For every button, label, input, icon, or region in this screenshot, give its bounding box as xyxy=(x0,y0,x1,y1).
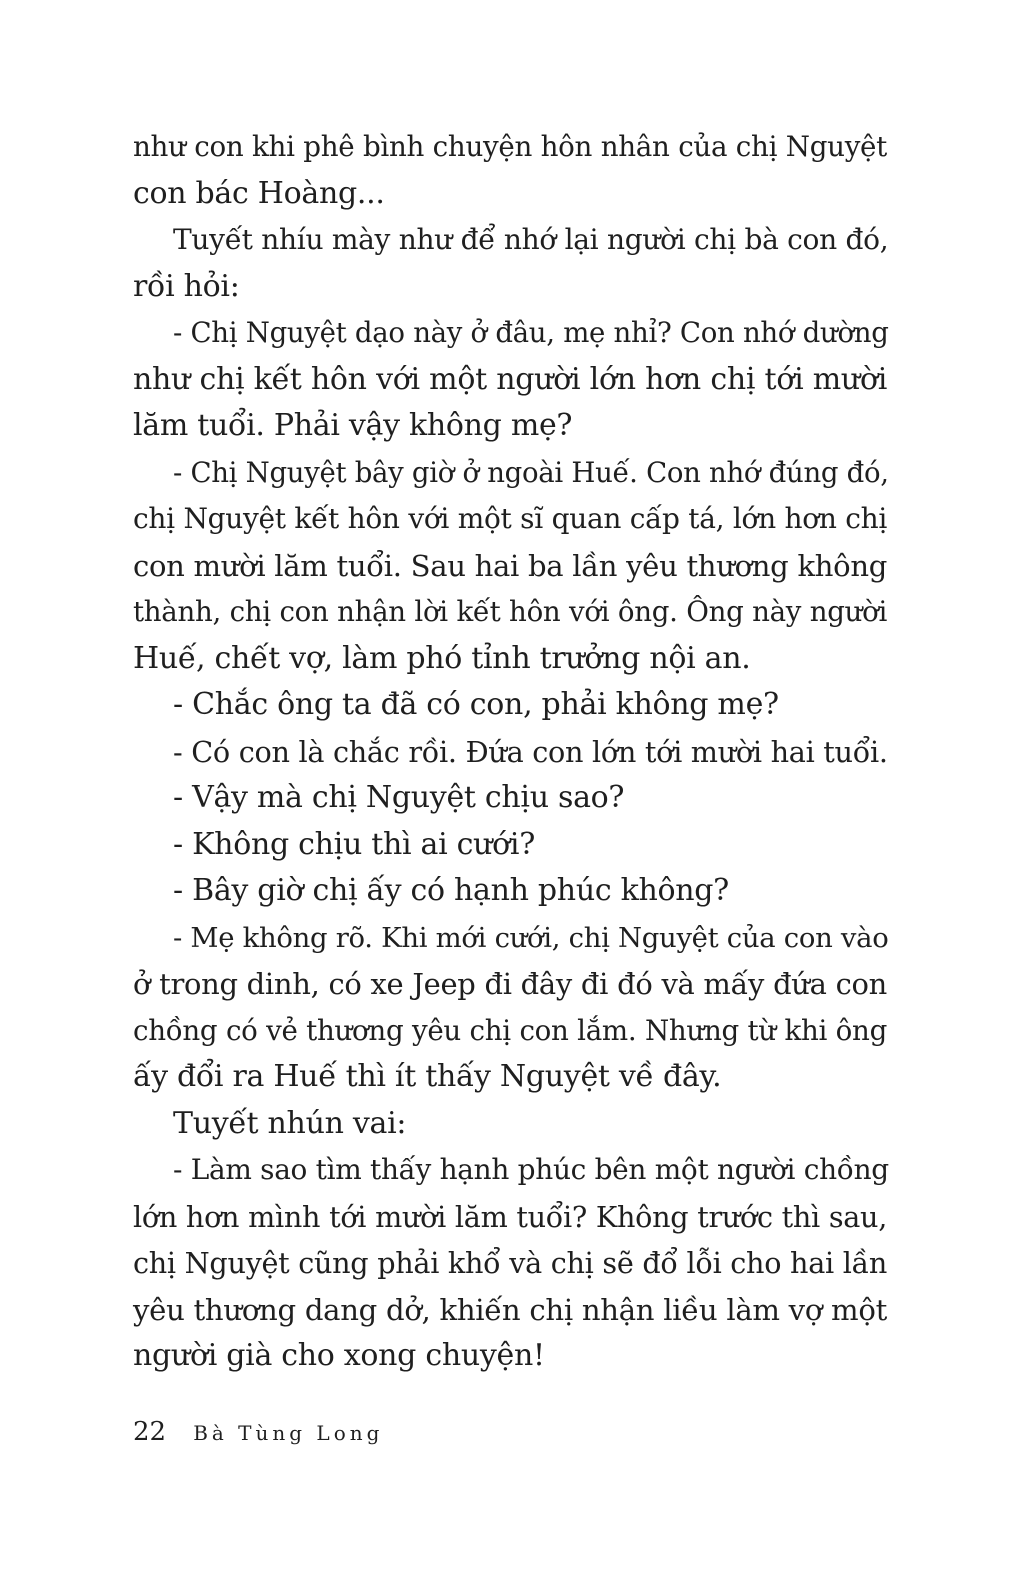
text-line: - Không chịu thì ai cưới? xyxy=(173,826,535,862)
text-line: yêu thương dang dở, khiến chị nhận liều làm vợ một xyxy=(133,1292,887,1327)
text-line: chị Nguyệt cũng phải khổ và chị sẽ đổ lỗi cho hai lần xyxy=(133,1246,887,1280)
text-line: ấy đổi ra Huế thì ít thấy Nguyệt về đây. xyxy=(133,1059,722,1094)
page-number: 22 xyxy=(133,1417,167,1447)
text-line: - Có con là chắc rồi. Đứa con lớn tới mười hai tuổi. xyxy=(173,734,888,769)
author-name: Bà Tùng Long xyxy=(193,1421,384,1445)
text-line: con bác Hoàng... xyxy=(133,175,385,211)
text-line: Tuyết nhíu mày như để nhớ lại người chị bà con đó, xyxy=(173,223,889,256)
text-line: - Chắc ông ta đã có con, phải không mẹ? xyxy=(173,687,779,722)
body-text xyxy=(133,124,887,1380)
text-line: ở trong dinh, có xe Jeep đi đây đi đó và mấy đứa con xyxy=(133,967,887,1001)
text-line: người già cho xong chuyện! xyxy=(133,1338,545,1373)
text-line: chị Nguyệt kết hôn với một sĩ quan cấp tá, lớn hơn chị xyxy=(133,502,887,535)
text-line: thành, chị con nhận lời kết hôn với ông. Ông này người xyxy=(133,595,887,628)
text-line: - Mẹ không rõ. Khi mới cưới, chị Nguyệt của con vào xyxy=(173,921,889,954)
text-line: Huế, chết vợ, làm phó tỉnh trưởng nội an. xyxy=(133,640,751,676)
text-line: con mười lăm tuổi. Sau hai ba lần yêu thương không xyxy=(133,548,887,583)
text-line: - Chị Nguyệt bây giờ ở ngoài Huế. Con nhớ đúng đó, xyxy=(173,456,889,489)
text-line: - Làm sao tìm thấy hạnh phúc bên một người chồng xyxy=(173,1153,889,1186)
text-line: - Vậy mà chị Nguyệt chịu sao? xyxy=(173,780,625,815)
text-line: như chị kết hôn với một người lớn hơn chị tới mười xyxy=(133,361,887,397)
text-line: - Chị Nguyệt dạo này ở đâu, mẹ nhỉ? Con nhớ dường xyxy=(173,316,889,349)
text-line: lăm tuổi. Phải vậy không mẹ? xyxy=(133,408,573,443)
text-line: như con khi phê bình chuyện hôn nhân của chị Nguyệt xyxy=(133,130,887,163)
text-line: lớn hơn mình tới mười lăm tuổi? Không trước thì sau, xyxy=(133,1199,887,1234)
page-footer xyxy=(133,1417,383,1447)
text-line: - Bây giờ chị ấy có hạnh phúc không? xyxy=(173,873,729,908)
text-line: Tuyết nhún vai: xyxy=(173,1105,407,1141)
text-line: rồi hỏi: xyxy=(133,268,240,304)
text-line: chồng có vẻ thương yêu chị con lắm. Nhưng từ khi ông xyxy=(133,1013,887,1047)
